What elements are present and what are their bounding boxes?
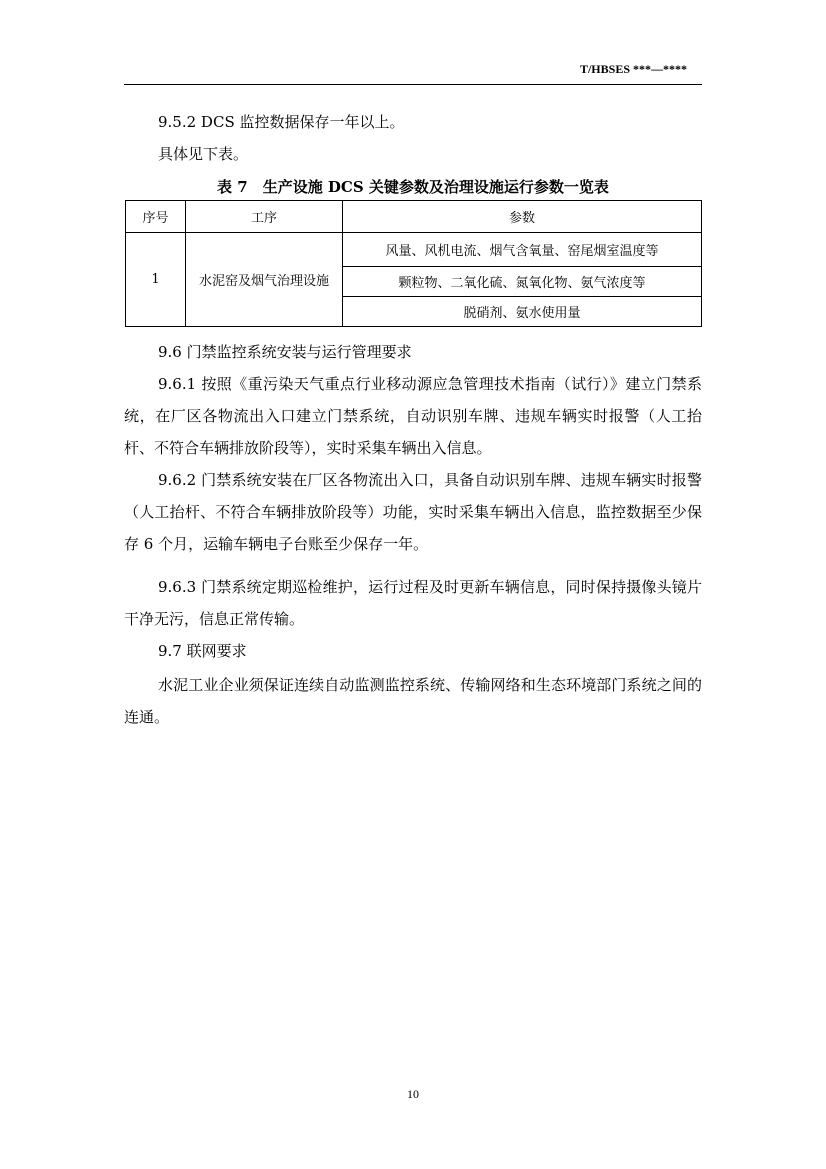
table-header-row [126,201,702,233]
section-9-7-title: 9.7 联网要求 [158,642,247,660]
see-table-note: 具体见下表。 [158,145,249,163]
header-divider [124,84,702,85]
table-row [126,233,702,267]
cell-process: 水泥窑及烟气治理设施 [186,233,343,327]
header-process: 工序 [186,201,343,233]
page-number: 10 [407,1087,419,1101]
cell-no: 1 [126,233,186,327]
cell-param-3: 脱硝剂、氨水使用量 [343,297,702,327]
clause-9-5-2: 9.5.2 DCS 监控数据保存一年以上。 [158,113,405,131]
cell-param-2: 颗粒物、二氧化硫、氮氧化物、氨气浓度等 [343,267,702,297]
cell-param-1: 风量、风机电流、烟气含氧量、窑尾烟室温度等 [343,233,702,267]
clause-9-7-body: 水泥工业企业须保证连续自动监测监控系统、传输网络和生态环境部门系统之间的连通。 [124,676,702,726]
table-caption: 表 7 生产设施 DCS 关键参数及治理设施运行参数一览表 [217,178,609,196]
header-params: 参数 [343,201,702,233]
section-9-6-title: 9.6 门禁监控系统安装与运行管理要求 [158,343,412,361]
parameters-table [125,200,702,327]
clause-9-6-3: 9.6.3 门禁系统定期巡检维护，运行过程及时更新车辆信息，同时保持摄像头镜片干净无污，信息正常传输。 [124,578,702,628]
header-no: 序号 [126,201,186,233]
document-code: T/HBSES ***—**** [579,62,687,76]
clause-9-6-2: 9.6.2 门禁系统安装在厂区各物流出入口，具备自动识别车牌、违规车辆实时报警（人工抬杆、不符合车辆排放阶段等）功能，实时采集车辆出入信息，监控数据至少保存 6 个月，运输车辆电子台账至少保存一年。 [124,471,702,553]
clause-9-6-1: 9.6.1 按照《重污染天气重点行业移动源应急管理技术指南（试行）》建立门禁系统，在厂区各物流出入口建立门禁系统，自动识别车牌、违规车辆实时报警（人工抬杆、不符合车辆排放阶段等），实时采集车辆出入信息。 [124,375,702,457]
